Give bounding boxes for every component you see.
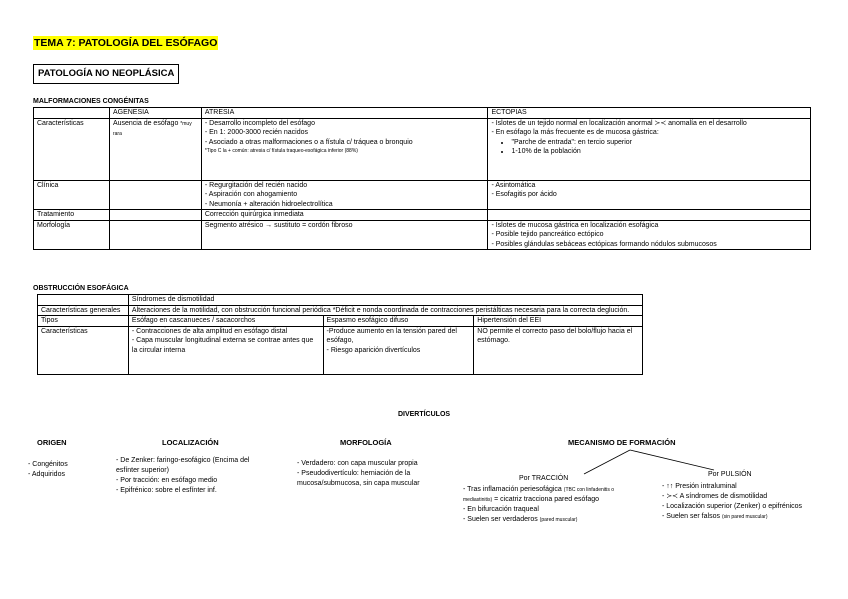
list-item: - En esófago la más frecuente es de mucosa gástrica: bbox=[491, 129, 659, 136]
list-item: - Aspiración con ahogamiento bbox=[204, 191, 298, 198]
list-item: - En bifurcación traqueal bbox=[463, 506, 539, 513]
row-label: Clínica bbox=[34, 180, 110, 210]
table-row bbox=[34, 220, 811, 250]
list-item: - Asociado a otras malformaciones o a fístula c/ tráquea o bronquio bbox=[204, 138, 413, 146]
obstruccion-heading: OBSTRUCCIÓN ESOFÁGICA bbox=[33, 285, 129, 292]
traccion-list bbox=[463, 485, 643, 525]
cascanueces-cell bbox=[128, 326, 323, 374]
list-item: - En 1: 2000-3000 recién nacidos bbox=[204, 129, 308, 136]
ectopias-morf-cell bbox=[488, 220, 811, 250]
list-item: - Neumonía + alteración hidroelectrolítica bbox=[204, 200, 333, 208]
agenesia-caract-cell bbox=[109, 118, 201, 180]
mecanismo-heading: MECANISMO DE FORMACIÓN bbox=[568, 438, 676, 447]
origen-list bbox=[28, 460, 118, 480]
branch-line-pulsion bbox=[630, 450, 714, 470]
list-item bbox=[463, 485, 643, 505]
section-title-box: PATOLOGÍA NO NEOPLÁSICA bbox=[33, 64, 179, 84]
atresia-morf-cell: Segmento atrésico → sustituto = cordón fibroso bbox=[201, 220, 488, 250]
row-label: Tipos bbox=[38, 316, 129, 327]
ectopias-caract-cell bbox=[488, 118, 811, 180]
list-item: - Pseudodivertículo: herniación de la mucosa/submucosa, sin capa muscular bbox=[297, 470, 420, 487]
list-item: - Esofagitis por ácido bbox=[491, 191, 557, 198]
list-item: - Posibles glándulas sebáceas ectópicas formando nódulos submucosos bbox=[491, 240, 717, 248]
tratamiento-cell: Corrección quirúrgica inmediata bbox=[201, 210, 488, 221]
traccion-item-3-note: (pared muscular) bbox=[539, 517, 578, 523]
row-label: Características bbox=[38, 326, 129, 374]
list-item: - Congénitos bbox=[28, 461, 68, 468]
pulsion-heading: Por PULSIÓN bbox=[708, 471, 752, 478]
traccion-item-3: - Suelen ser verdaderos bbox=[463, 516, 538, 523]
header-ectopias: ECTOPIAS bbox=[488, 108, 811, 119]
row-label: Morfología bbox=[34, 220, 110, 250]
list-item: - Desarrollo incompleto del esófago bbox=[204, 119, 315, 127]
table-row bbox=[38, 326, 643, 374]
origen-heading: ORIGEN bbox=[37, 438, 67, 447]
traccion-item-1b: = cicatriz tracciona pared esófago bbox=[494, 496, 600, 503]
mecanismo-branch-lines bbox=[560, 448, 720, 478]
espasmo-cell bbox=[323, 326, 474, 374]
tipo-espasmo: Espasmo esofágico difuso bbox=[323, 316, 474, 327]
agenesia-note: *muy rara bbox=[112, 120, 192, 137]
row-label: Tratamiento bbox=[34, 210, 110, 221]
table-row bbox=[34, 180, 811, 210]
table-row bbox=[38, 305, 643, 316]
row-label: Características generales bbox=[38, 305, 129, 316]
row-label: Características bbox=[34, 118, 110, 180]
list-item: -Produce aumento en la tensión pared del esófago, bbox=[326, 327, 457, 344]
agenesia-caract: Ausencia de esófago bbox=[112, 119, 179, 127]
list-item: - Localización superior (Zenker) o epifrénicos bbox=[662, 503, 803, 510]
diverticulos-heading: DIVERTÍCULOS bbox=[397, 411, 451, 418]
list-item: - Verdadero: con capa muscular propia bbox=[297, 460, 418, 467]
atresia-clinica-cell bbox=[201, 180, 488, 210]
tipo-hipertension: Hipertensión del EEI bbox=[474, 316, 643, 327]
list-item: • 1-10% de la población bbox=[511, 147, 807, 157]
list-item: - Contracciones de alta amplitud en esófago distal bbox=[131, 327, 288, 335]
header-atresia: ATRESIA bbox=[201, 108, 488, 119]
table-row bbox=[38, 295, 643, 306]
table-row bbox=[38, 316, 643, 327]
obstruccion-table bbox=[37, 294, 643, 375]
morfologia-list bbox=[297, 459, 437, 489]
localizacion-list bbox=[116, 456, 274, 496]
list-item: - Riesgo aparición divertículos bbox=[326, 346, 421, 354]
list-item: - Adquiridos bbox=[28, 471, 65, 478]
ectopias-clinica-cell bbox=[488, 180, 811, 210]
list-item: - ≻≺ A síndromes de dismotilidad bbox=[662, 493, 768, 500]
branch-line-traccion bbox=[584, 450, 630, 474]
caract-gen-cell: Alteraciones de la motilidad, con obstrucción funcional periódica *Déficit e nonda coordinada de contracciones peristálticas necesaria para la correcta deglución. bbox=[128, 305, 642, 316]
pulsion-last-note: (sin pared muscular) bbox=[721, 514, 768, 520]
pulsion-last: - Suelen ser falsos bbox=[662, 513, 720, 520]
tipo-cascanueces: Esófago en cascanueces / sacacorchos bbox=[128, 316, 323, 327]
pulsion-list bbox=[662, 482, 820, 522]
table-row bbox=[34, 108, 811, 119]
localizacion-heading: LOCALIZACIÓN bbox=[162, 438, 219, 447]
morfologia-heading: MORFOLOGÍA bbox=[340, 438, 392, 447]
hipertension-cell: NO permite el correcto paso del bolo/flujo hacia el estómago. bbox=[474, 326, 643, 374]
list-item bbox=[463, 515, 643, 525]
list-item: • "Parche de entrada": en tercio superior bbox=[511, 138, 807, 148]
malformaciones-heading: MALFORMACIONES CONGÉNITAS bbox=[33, 98, 149, 105]
list-item: - Regurgitación del recién nacido bbox=[204, 181, 308, 189]
traccion-heading: Por TRACCIÓN bbox=[519, 475, 569, 482]
list-item: - Epifrénico: sobre el esfínter inf. bbox=[116, 487, 217, 494]
list-item: - Islotes de un tejido normal en localización anormal ≻≺ anomalía en el desarrollo bbox=[491, 119, 747, 127]
header-agenesia: AGENESIA bbox=[109, 108, 201, 119]
list-item bbox=[662, 512, 820, 522]
list-item: - Asintomática bbox=[491, 181, 536, 189]
traccion-item-1-note: (TBC con linfadenitis o mediastinitis) bbox=[463, 487, 615, 503]
page-title: TEMA 7: PATOLOGÍA DEL ESÓFAGO bbox=[34, 37, 218, 49]
list-item: - Por tracción: en esófago medio bbox=[116, 477, 218, 484]
traccion-item-1: - Tras inflamación periesofágica bbox=[463, 486, 562, 493]
list-item: - Islotes de mucosa gástrica en localización esofágica bbox=[491, 221, 659, 229]
table-row bbox=[34, 118, 811, 180]
list-item: - Posible tejido pancreático ectópico bbox=[491, 231, 604, 238]
list-item: - Capa muscular longitudinal externa se contrae antes que la circular interna bbox=[131, 337, 314, 354]
list-item: - De Zenker: faringo-esofágico (Encima del esfínter superior) bbox=[116, 457, 250, 474]
atresia-caract-cell bbox=[201, 118, 488, 180]
atresia-note: *Tipo C la + común: atresia c/ fístula traqueo-esofágica inferior (88%) bbox=[204, 148, 358, 154]
malformaciones-table bbox=[33, 107, 811, 250]
table-row bbox=[34, 210, 811, 221]
sindromes-header: Síndromes de dismotilidad bbox=[128, 295, 642, 306]
list-item: - ↑↑ Presión intraluminal bbox=[662, 483, 737, 490]
